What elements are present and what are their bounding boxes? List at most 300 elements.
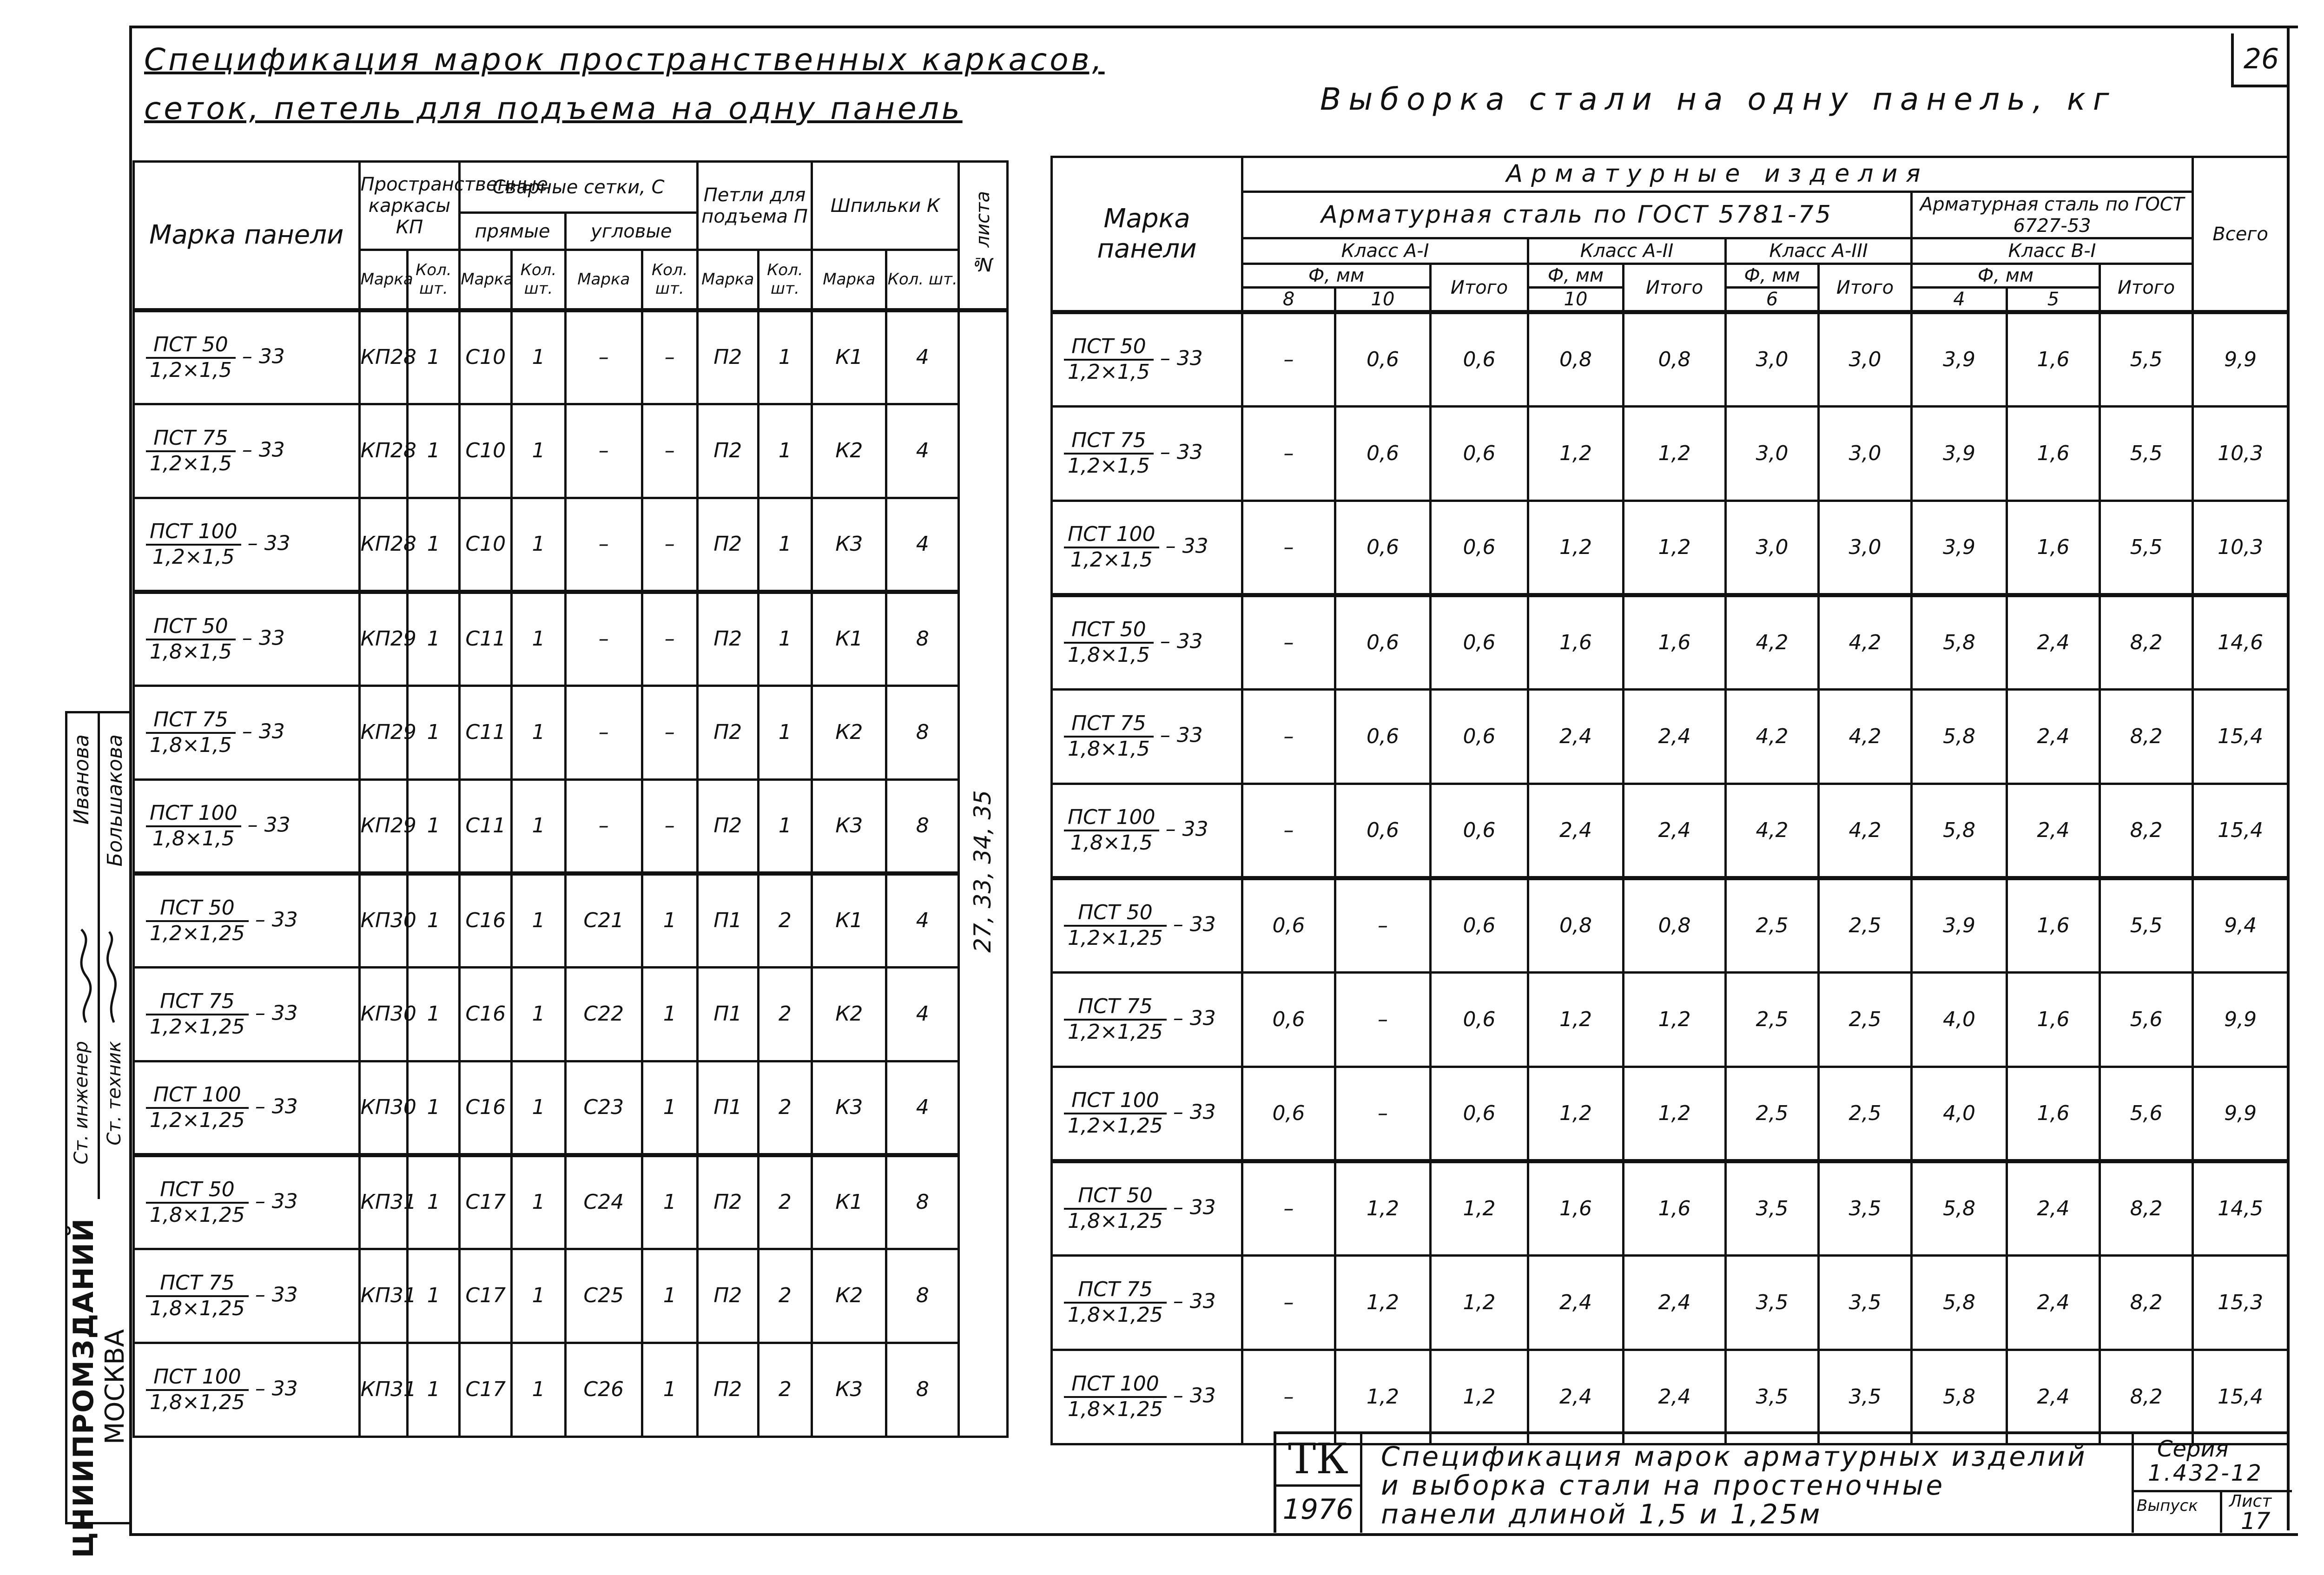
cell-c1_q: 1 xyxy=(512,874,566,968)
cell-a2_10: 1,2 xyxy=(1528,407,1624,501)
panel-mark: $\frac{\text{ПСТ 75}}{1,2\times 1,5}$ – 33 xyxy=(134,404,360,498)
sheets-ref: 27, 33, 34, 35 xyxy=(959,310,1008,1437)
panel-mark: $\frac{\text{ПСТ 100}}{1,8\times 1,25}$ – 33 xyxy=(134,1343,360,1437)
cell-a2_10: 2,4 xyxy=(1528,690,1624,784)
hdr-qty: Кол. шт. xyxy=(642,250,697,310)
hdr-arm-products: Арматурные изделия xyxy=(1242,157,2193,192)
cell-b_t: 5,6 xyxy=(2100,1067,2193,1161)
cell-b_5: 1,6 xyxy=(2007,878,2100,973)
cell-a1_t: 0,6 xyxy=(1431,595,1528,690)
cell-a3_t: 4,2 xyxy=(1819,690,1912,784)
cell-p: П2 xyxy=(697,310,758,404)
cell-a2_10: 0,8 xyxy=(1528,878,1624,973)
cell-a1_10: 0,6 xyxy=(1335,501,1431,595)
panel-mark: $\frac{\text{ПСТ 50}}{1,2\times 1,25}$ – 33 xyxy=(134,874,360,968)
panel-mark: $\frac{\text{ПСТ 75}}{1,2\times 1,5}$ – 33 xyxy=(1052,407,1242,501)
cell-all: 9,9 xyxy=(2193,1067,2288,1161)
cell-a2_10: 2,4 xyxy=(1528,784,1624,878)
cell-c2_q: 1 xyxy=(642,1061,697,1155)
cell-c1: С16 xyxy=(460,1061,512,1155)
cell-a3_6: 3,5 xyxy=(1726,1256,1819,1350)
right-steel-table xyxy=(1050,156,2289,1445)
cell-a3_6: 2,5 xyxy=(1726,1067,1819,1161)
cell-p: П2 xyxy=(697,592,758,686)
cell-a1_8: 0,6 xyxy=(1242,973,1335,1067)
cell-k: К3 xyxy=(812,1343,886,1437)
table-row xyxy=(1052,595,2288,690)
cell-b_t: 8,2 xyxy=(2100,1256,2193,1350)
cell-b_5: 2,4 xyxy=(2007,1256,2100,1350)
cell-c2: – xyxy=(565,404,642,498)
cell-c1: С16 xyxy=(460,968,512,1061)
cell-b_5: 1,6 xyxy=(2007,407,2100,501)
cell-a1_10: – xyxy=(1335,973,1431,1067)
cell-a1_8: 0,6 xyxy=(1242,878,1335,973)
cell-c1_q: 1 xyxy=(512,404,566,498)
cell-a1_8: – xyxy=(1242,690,1335,784)
panel-mark: $\frac{\text{ПСТ 75}}{1,8\times 1,25}$ – 33 xyxy=(134,1249,360,1343)
side-role2: Ст. техник xyxy=(104,1041,125,1146)
cell-a1_t: 1,2 xyxy=(1431,1256,1528,1350)
cell-a1_10: 0,6 xyxy=(1335,784,1431,878)
table-row xyxy=(134,780,1008,874)
hdr-diam: Ф, мм xyxy=(1726,264,1819,288)
cell-a1_8: – xyxy=(1242,784,1335,878)
cell-c1: С11 xyxy=(460,686,512,780)
cell-a1_t: 0,6 xyxy=(1431,878,1528,973)
cell-b_4: 3,9 xyxy=(1912,312,2007,407)
hdr-total: Итого xyxy=(2100,264,2193,312)
cell-p_q: 2 xyxy=(758,874,812,968)
cell-kp: КП29 xyxy=(359,592,408,686)
cell-all: 9,9 xyxy=(2193,973,2288,1067)
cell-k: К3 xyxy=(812,498,886,592)
hdr-meshes-straight: прямые xyxy=(460,213,565,250)
cell-c2_q: – xyxy=(642,498,697,592)
cell-kp_q: 1 xyxy=(408,1155,460,1249)
cell-a3_t: 2,5 xyxy=(1819,1067,1912,1161)
cell-c1: С10 xyxy=(460,498,512,592)
cell-kp_q: 1 xyxy=(408,1249,460,1343)
left-title-line1: Спецификация марок пространственных каркасов, xyxy=(144,42,1105,78)
cell-c2: С21 xyxy=(565,874,642,968)
cell-c2: – xyxy=(565,592,642,686)
cell-c1: С10 xyxy=(460,310,512,404)
hdr-qty: Кол. шт. xyxy=(886,250,959,310)
stamp-title-line1: Спецификация марок арматурных изделий xyxy=(1381,1441,2087,1472)
cell-c2_q: – xyxy=(642,780,697,874)
cell-c1_q: 1 xyxy=(512,1155,566,1249)
hdr-frames: Пространственные каркасы КП xyxy=(359,162,460,250)
panel-mark: $\frac{\text{ПСТ 50}}{1,8\times 1,25}$ – 33 xyxy=(134,1155,360,1249)
cell-a1_10: 0,6 xyxy=(1335,407,1431,501)
cell-c1_q: 1 xyxy=(512,780,566,874)
cell-a1_10: 0,6 xyxy=(1335,595,1431,690)
panel-mark: $\frac{\text{ПСТ 100}}{1,8\times 1,5}$ – 33 xyxy=(134,780,360,874)
hdr-d4: 4 xyxy=(1912,288,2007,312)
cell-a1_8: – xyxy=(1242,595,1335,690)
cell-a1_8: – xyxy=(1242,1256,1335,1350)
table-row xyxy=(134,592,1008,686)
cell-kp: КП29 xyxy=(359,686,408,780)
cell-a1_10: – xyxy=(1335,1067,1431,1161)
cell-a3_t: 3,5 xyxy=(1819,1161,1912,1256)
cell-c2_q: – xyxy=(642,592,697,686)
cell-b_5: 2,4 xyxy=(2007,595,2100,690)
cell-c1: С11 xyxy=(460,780,512,874)
cell-b_t: 5,5 xyxy=(2100,312,2193,407)
cell-a3_6: 2,5 xyxy=(1726,878,1819,973)
cell-a1_8: 0,6 xyxy=(1242,1067,1335,1161)
cell-a3_t: 3,0 xyxy=(1819,312,1912,407)
cell-p_q: 2 xyxy=(758,1061,812,1155)
cell-k: К2 xyxy=(812,686,886,780)
panel-mark: $\frac{\text{ПСТ 50}}{1,8\times 1,25}$ – 33 xyxy=(1052,1161,1242,1256)
cell-kp_q: 1 xyxy=(408,498,460,592)
cell-c1: С11 xyxy=(460,592,512,686)
cell-k: К3 xyxy=(812,1061,886,1155)
cell-a1_10: – xyxy=(1335,878,1431,973)
cell-c1: С17 xyxy=(460,1249,512,1343)
cell-a1_8: – xyxy=(1242,407,1335,501)
cell-k_q: 8 xyxy=(886,686,959,780)
table-row xyxy=(1052,407,2288,501)
cell-k: К1 xyxy=(812,592,886,686)
cell-a1_t: 0,6 xyxy=(1431,407,1528,501)
table-row xyxy=(134,310,1008,404)
cell-c1_q: 1 xyxy=(512,1249,566,1343)
side-city: МОСКВА xyxy=(100,1329,130,1444)
cell-b_5: 2,4 xyxy=(2007,784,2100,878)
series-value: 1.432-12 xyxy=(2148,1460,2263,1486)
cell-b_t: 5,5 xyxy=(2100,501,2193,595)
hdr-mark: Марка xyxy=(697,250,758,310)
cell-k_q: 4 xyxy=(886,404,959,498)
stamp-right-vdivider xyxy=(2220,1490,2222,1533)
cell-k_q: 4 xyxy=(886,310,959,404)
hdr-diam: Ф, мм xyxy=(1242,264,1431,288)
cell-c2: – xyxy=(565,780,642,874)
cell-kp_q: 1 xyxy=(408,686,460,780)
cell-p: П2 xyxy=(697,686,758,780)
cell-b_4: 5,8 xyxy=(1912,595,2007,690)
hdr-sheet-no: № листа xyxy=(959,162,1008,310)
cell-a2_t: 2,4 xyxy=(1624,690,1726,784)
cell-c1_q: 1 xyxy=(512,498,566,592)
cell-b_4: 5,8 xyxy=(1912,1256,2007,1350)
cell-a2_10: 1,2 xyxy=(1528,973,1624,1067)
hdr-d10b: 10 xyxy=(1528,288,1624,312)
table-row xyxy=(1052,784,2288,878)
cell-a1_8: – xyxy=(1242,1350,1335,1444)
cell-all: 14,5 xyxy=(2193,1161,2288,1256)
cell-a1_8: – xyxy=(1242,501,1335,595)
cell-a3_t: 3,5 xyxy=(1819,1256,1912,1350)
cell-a2_t: 1,2 xyxy=(1624,973,1726,1067)
cell-kp: КП30 xyxy=(359,968,408,1061)
hdr-total: Итого xyxy=(1819,264,1912,312)
table-row xyxy=(1052,1350,2288,1444)
cell-k_q: 8 xyxy=(886,592,959,686)
hdr-qty: Кол. шт. xyxy=(408,250,460,310)
cell-all: 15,4 xyxy=(2193,784,2288,878)
hdr-class-a2: Класс А-II xyxy=(1528,238,1726,264)
cell-a1_8: – xyxy=(1242,312,1335,407)
cell-b_4: 5,8 xyxy=(1912,784,2007,878)
cell-a3_6: 2,5 xyxy=(1726,973,1819,1067)
hdr-class-a3: Класс А-III xyxy=(1726,238,1912,264)
cell-c1_q: 1 xyxy=(512,1343,566,1437)
cell-k: К3 xyxy=(812,780,886,874)
table-row xyxy=(1052,973,2288,1067)
cell-b_4: 5,8 xyxy=(1912,690,2007,784)
cell-c1: С17 xyxy=(460,1155,512,1249)
hdr-steel-5781: Арматурная сталь по ГОСТ 5781-75 xyxy=(1242,192,1912,238)
cell-kp_q: 1 xyxy=(408,874,460,968)
panel-mark: $\frac{\text{ПСТ 100}}{1,2\times 1,25}$ – 33 xyxy=(1052,1067,1242,1161)
cell-c2_q: – xyxy=(642,404,697,498)
table-row xyxy=(134,1061,1008,1155)
cell-a3_6: 4,2 xyxy=(1726,595,1819,690)
stamp-block xyxy=(1274,1431,2290,1533)
cell-a2_10: 0,8 xyxy=(1528,312,1624,407)
cell-p_q: 1 xyxy=(758,498,812,592)
panel-mark: $\frac{\text{ПСТ 50}}{1,2\times 1,5}$ – 33 xyxy=(1052,312,1242,407)
cell-a2_t: 1,2 xyxy=(1624,501,1726,595)
stamp-title-line3: панели длиной 1,5 и 1,25м xyxy=(1381,1498,1822,1530)
panel-mark: $\frac{\text{ПСТ 100}}{1,8\times 1,5}$ – 33 xyxy=(1052,784,1242,878)
cell-b_4: 5,8 xyxy=(1912,1350,2007,1444)
cell-kp_q: 1 xyxy=(408,404,460,498)
hdr-meshes-angle: угловые xyxy=(565,213,697,250)
cell-all: 10,3 xyxy=(2193,407,2288,501)
panel-mark: $\frac{\text{ПСТ 100}}{1,2\times 1,25}$ – 33 xyxy=(134,1061,360,1155)
cell-p: П1 xyxy=(697,968,758,1061)
cell-c2_q: 1 xyxy=(642,1343,697,1437)
table-row xyxy=(134,968,1008,1061)
table-row xyxy=(134,1249,1008,1343)
panel-mark: $\frac{\text{ПСТ 100}}{1,2\times 1,5}$ – 33 xyxy=(134,498,360,592)
cell-k: К2 xyxy=(812,404,886,498)
cell-k: К2 xyxy=(812,968,886,1061)
cell-a1_10: 1,2 xyxy=(1335,1256,1431,1350)
cell-b_t: 5,6 xyxy=(2100,973,2193,1067)
cell-c2_q: 1 xyxy=(642,1249,697,1343)
series-label: Серия xyxy=(2157,1436,2229,1462)
cell-all: 9,9 xyxy=(2193,312,2288,407)
cell-b_t: 8,2 xyxy=(2100,784,2193,878)
cell-a2_10: 2,4 xyxy=(1528,1350,1624,1444)
cell-k_q: 8 xyxy=(886,780,959,874)
cell-k: К2 xyxy=(812,1249,886,1343)
cell-a1_10: 1,2 xyxy=(1335,1161,1431,1256)
table-row xyxy=(134,498,1008,592)
cell-b_5: 1,6 xyxy=(2007,312,2100,407)
cell-b_5: 1,6 xyxy=(2007,1067,2100,1161)
cell-p: П2 xyxy=(697,498,758,592)
cell-b_t: 8,2 xyxy=(2100,595,2193,690)
cell-c2_q: – xyxy=(642,310,697,404)
cell-a1_t: 1,2 xyxy=(1431,1161,1528,1256)
hdr-diam: Ф, мм xyxy=(1528,264,1624,288)
cell-kp: КП29 xyxy=(359,780,408,874)
cell-a2_t: 1,6 xyxy=(1624,1161,1726,1256)
cell-b_4: 3,9 xyxy=(1912,878,2007,973)
cell-b_t: 8,2 xyxy=(2100,690,2193,784)
cell-k: К1 xyxy=(812,310,886,404)
cell-b_t: 5,5 xyxy=(2100,407,2193,501)
cell-c2: С23 xyxy=(565,1061,642,1155)
hdr-d6: 6 xyxy=(1726,288,1819,312)
table-row xyxy=(1052,1256,2288,1350)
cell-kp: КП28 xyxy=(359,498,408,592)
cell-all: 15,3 xyxy=(2193,1256,2288,1350)
table-row xyxy=(134,686,1008,780)
cell-k_q: 4 xyxy=(886,1061,959,1155)
cell-kp: КП28 xyxy=(359,404,408,498)
cell-a1_t: 0,6 xyxy=(1431,784,1528,878)
panel-mark: $\frac{\text{ПСТ 100}}{1,2\times 1,5}$ – 33 xyxy=(1052,501,1242,595)
cell-p: П2 xyxy=(697,1343,758,1437)
table-row xyxy=(1052,690,2288,784)
hdr-d5: 5 xyxy=(2007,288,2100,312)
cell-p_q: 1 xyxy=(758,780,812,874)
cell-a3_t: 4,2 xyxy=(1819,784,1912,878)
cell-a3_t: 2,5 xyxy=(1819,878,1912,973)
cell-a2_t: 2,4 xyxy=(1624,784,1726,878)
cell-b_t: 8,2 xyxy=(2100,1350,2193,1444)
cell-c2: С26 xyxy=(565,1343,642,1437)
panel-mark: $\frac{\text{ПСТ 75}}{1,2\times 1,25}$ – 33 xyxy=(1052,973,1242,1067)
cell-b_4: 4,0 xyxy=(1912,1067,2007,1161)
cell-kp: КП31 xyxy=(359,1343,408,1437)
cell-b_4: 4,0 xyxy=(1912,973,2007,1067)
cell-a2_t: 2,4 xyxy=(1624,1350,1726,1444)
cell-p: П2 xyxy=(697,780,758,874)
cell-c1_q: 1 xyxy=(512,1061,566,1155)
table-row xyxy=(1052,878,2288,973)
hdr-d10: 10 xyxy=(1335,288,1431,312)
sheet-number: 26 xyxy=(2231,33,2289,87)
cell-k: К1 xyxy=(812,1155,886,1249)
cell-p: П2 xyxy=(697,1155,758,1249)
cell-a1_t: 0,6 xyxy=(1431,690,1528,784)
cell-a3_t: 3,0 xyxy=(1819,501,1912,595)
cell-k: К1 xyxy=(812,874,886,968)
left-title-line2: сеток, петель для подъема на одну панель xyxy=(144,91,963,126)
table-row xyxy=(134,1155,1008,1249)
cell-p: П1 xyxy=(697,1061,758,1155)
cell-a3_6: 3,5 xyxy=(1726,1161,1819,1256)
stamp-title-line2: и выборка стали на простеночные xyxy=(1381,1470,1945,1501)
cell-c1_q: 1 xyxy=(512,310,566,404)
cell-k_q: 8 xyxy=(886,1249,959,1343)
cell-c2: С24 xyxy=(565,1155,642,1249)
cell-a3_6: 3,0 xyxy=(1726,501,1819,595)
cell-c1: С10 xyxy=(460,404,512,498)
panel-mark: $\frac{\text{ПСТ 50}}{1,2\times 1,5}$ – 33 xyxy=(134,310,360,404)
sheet-label: Лист xyxy=(2229,1492,2272,1511)
cell-c2_q: 1 xyxy=(642,1155,697,1249)
cell-a1_8: – xyxy=(1242,1161,1335,1256)
hdr-mark: Марка xyxy=(460,250,512,310)
cell-b_t: 8,2 xyxy=(2100,1161,2193,1256)
cell-a1_t: 0,6 xyxy=(1431,1067,1528,1161)
cell-p: П2 xyxy=(697,1249,758,1343)
stamp-sheet: 17 xyxy=(2241,1508,2271,1535)
cell-c1_q: 1 xyxy=(512,686,566,780)
stamp-year: 1976 xyxy=(1276,1487,1362,1533)
cell-p_q: 1 xyxy=(758,310,812,404)
cell-all: 10,3 xyxy=(2193,501,2288,595)
cell-kp: КП28 xyxy=(359,310,408,404)
side-name2: Большакова xyxy=(103,734,127,867)
panel-mark: $\frac{\text{ПСТ 100}}{1,8\times 1,25}$ – 33 xyxy=(1052,1350,1242,1444)
table-row xyxy=(1052,501,2288,595)
cell-p_q: 1 xyxy=(758,404,812,498)
cell-a3_t: 3,0 xyxy=(1819,407,1912,501)
cell-a3_t: 2,5 xyxy=(1819,973,1912,1067)
cell-a3_t: 4,2 xyxy=(1819,595,1912,690)
cell-a1_t: 1,2 xyxy=(1431,1350,1528,1444)
cell-c1_q: 1 xyxy=(512,968,566,1061)
cell-k_q: 8 xyxy=(886,1155,959,1249)
issue-label: Выпуск xyxy=(2137,1496,2198,1515)
table-row xyxy=(134,404,1008,498)
table-row xyxy=(1052,312,2288,407)
cell-c2_q: 1 xyxy=(642,968,697,1061)
hdr-class-b1: Класс В-I xyxy=(1912,238,2193,264)
cell-all: 15,4 xyxy=(2193,1350,2288,1444)
cell-c2: – xyxy=(565,310,642,404)
cell-p: П2 xyxy=(697,404,758,498)
cell-c2: – xyxy=(565,498,642,592)
cell-kp: КП31 xyxy=(359,1249,408,1343)
cell-a3_6: 4,2 xyxy=(1726,690,1819,784)
cell-p_q: 2 xyxy=(758,1249,812,1343)
stamp-org: ТК xyxy=(1276,1434,1362,1487)
cell-k_q: 8 xyxy=(886,1343,959,1437)
left-spec-table xyxy=(132,160,1009,1438)
cell-a1_t: 0,6 xyxy=(1431,501,1528,595)
cell-all: 14,6 xyxy=(2193,595,2288,690)
hdr-qty: Кол. шт. xyxy=(758,250,812,310)
cell-a3_6: 3,0 xyxy=(1726,407,1819,501)
cell-a2_t: 1,6 xyxy=(1624,595,1726,690)
cell-b_5: 2,4 xyxy=(2007,690,2100,784)
cell-a1_10: 1,2 xyxy=(1335,1350,1431,1444)
cell-b_5: 1,6 xyxy=(2007,973,2100,1067)
cell-b_5: 2,4 xyxy=(2007,1161,2100,1256)
cell-a2_10: 1,2 xyxy=(1528,1067,1624,1161)
cell-b_t: 5,5 xyxy=(2100,878,2193,973)
cell-kp: КП30 xyxy=(359,874,408,968)
cell-b_4: 3,9 xyxy=(1912,501,2007,595)
cell-a2_t: 0,8 xyxy=(1624,312,1726,407)
cell-c2: – xyxy=(565,686,642,780)
signature-mark xyxy=(67,925,128,1027)
panel-mark: $\frac{\text{ПСТ 75}}{1,8\times 1,25}$ – 33 xyxy=(1052,1256,1242,1350)
cell-all: 9,4 xyxy=(2193,878,2288,973)
cell-a2_t: 1,2 xyxy=(1624,407,1726,501)
cell-kp_q: 1 xyxy=(408,968,460,1061)
side-org: ЦНИИПРОМЗДАНИЙ xyxy=(67,1218,100,1558)
cell-b_4: 5,8 xyxy=(1912,1161,2007,1256)
panel-mark: $\frac{\text{ПСТ 75}}{1,2\times 1,25}$ – 33 xyxy=(134,968,360,1061)
cell-a2_t: 2,4 xyxy=(1624,1256,1726,1350)
cell-p_q: 2 xyxy=(758,1155,812,1249)
cell-c1: С17 xyxy=(460,1343,512,1437)
